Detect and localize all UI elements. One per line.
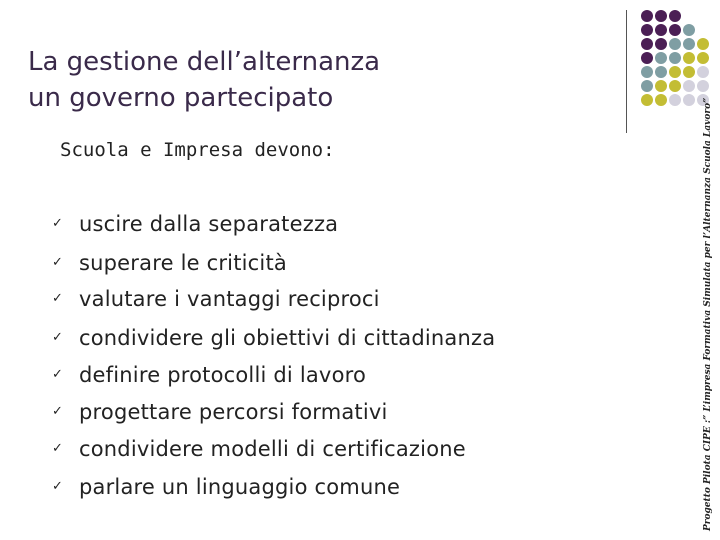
list-item-text: uscire dalla separatezza [79, 212, 339, 236]
list-item-text: parlare un linguaggio comune [79, 475, 401, 499]
dot-purple [669, 10, 681, 22]
dot-purple [641, 52, 653, 64]
dot-lavender [697, 66, 709, 78]
checkmark-icon: ✓ [52, 367, 63, 382]
dot-purple [641, 38, 653, 50]
dot-purple [655, 10, 667, 22]
dot-purple [641, 24, 653, 36]
slide-title [28, 44, 380, 116]
checkmark-icon: ✓ [52, 255, 63, 270]
checkmark-icon: ✓ [52, 479, 63, 494]
dot-olive [697, 52, 709, 64]
dot-olive [655, 94, 667, 106]
dot-teal [669, 38, 681, 50]
checkmark-icon: ✓ [52, 330, 63, 345]
dot-olive [669, 66, 681, 78]
list-item-text: progettare percorsi formativi [79, 400, 388, 424]
dot-teal [641, 80, 653, 92]
checkmark-icon: ✓ [52, 291, 63, 306]
title-line-1: La gestione dell’alternanza [28, 47, 381, 77]
checkmark-icon: ✓ [52, 216, 63, 231]
list-item-text: definire protocolli di lavoro [79, 363, 367, 387]
checkmark-icon: ✓ [52, 404, 63, 419]
list-item-text: condividere modelli di certificazione [79, 437, 466, 461]
dot-olive [683, 66, 695, 78]
dot-lavender [697, 80, 709, 92]
dot-purple [641, 10, 653, 22]
dot-lavender [683, 80, 695, 92]
dot-olive [697, 38, 709, 50]
list-item-text: valutare i vantaggi reciproci [79, 287, 380, 311]
checkmark-icon: ✓ [52, 441, 63, 456]
dot-teal [669, 52, 681, 64]
dot-teal [683, 24, 695, 36]
dot-purple [669, 24, 681, 36]
dot-olive [641, 94, 653, 106]
list-item-text: condividere gli obiettivi di cittadinanza [79, 326, 496, 350]
dot-olive [669, 80, 681, 92]
divider-line [626, 10, 627, 133]
subtitle: Scuola e Impresa devono: [60, 139, 335, 161]
dot-purple [655, 38, 667, 50]
side-caption: Progetto Pilota CIPE :” L’impresa Formativa Simulata per l’Alternanza Scuola Lavoro” [703, 97, 713, 531]
dot-purple [655, 24, 667, 36]
dot-teal [655, 52, 667, 64]
dot-teal [655, 66, 667, 78]
dot-teal [683, 38, 695, 50]
list-item-text: superare le criticità [79, 251, 287, 275]
dot-olive [655, 80, 667, 92]
dot-lavender [669, 94, 681, 106]
dot-grid-decoration [641, 10, 713, 110]
dot-olive [683, 52, 695, 64]
dot-lavender [683, 94, 695, 106]
title-line-2: un governo partecipato [28, 83, 334, 113]
dot-teal [641, 66, 653, 78]
